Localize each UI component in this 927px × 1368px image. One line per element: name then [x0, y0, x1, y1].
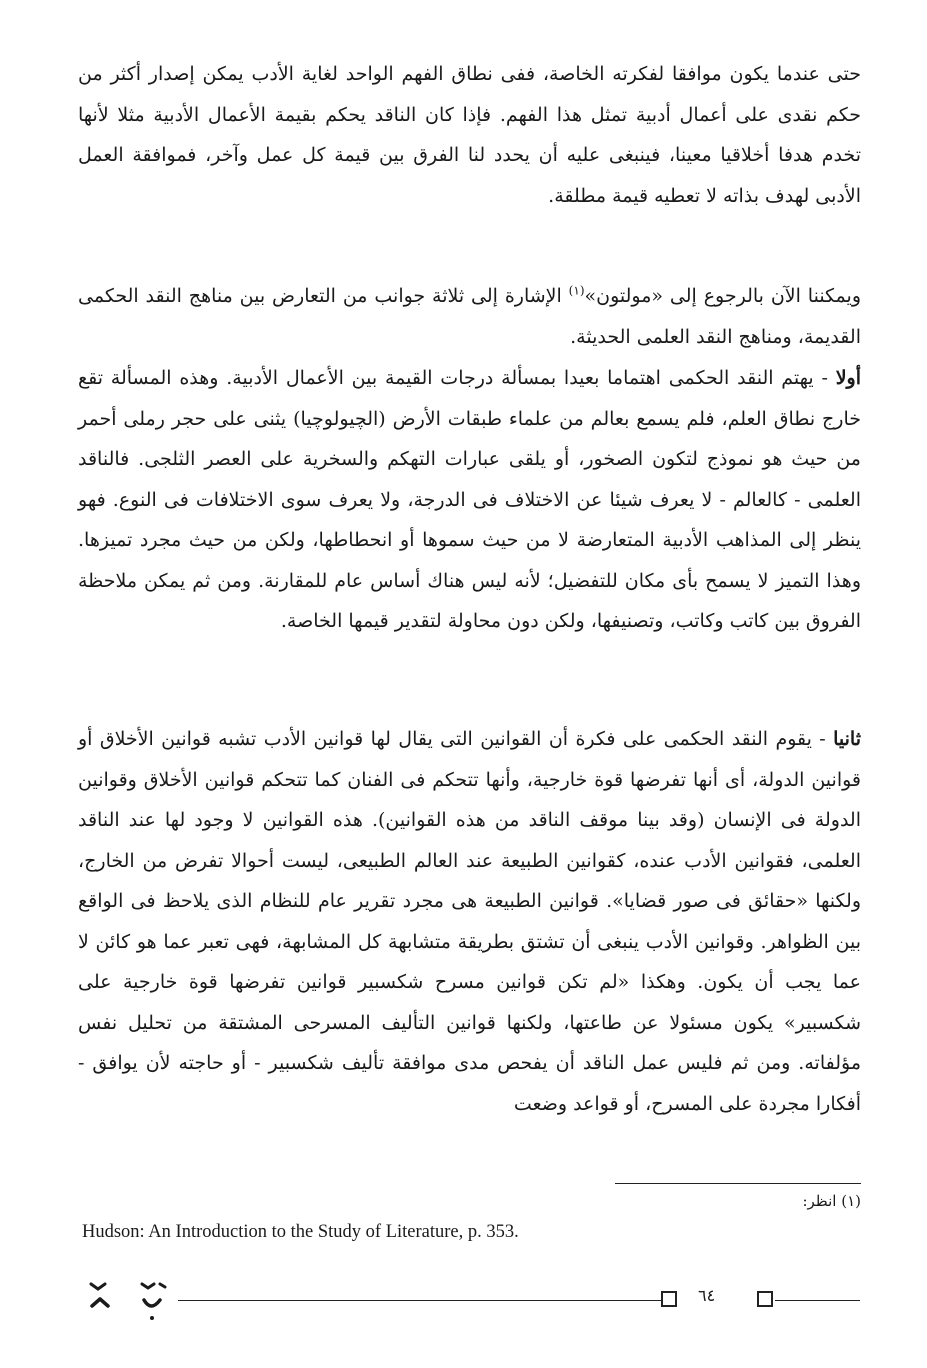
footer-rule-right	[775, 1300, 860, 1301]
paragraph-1	[78, 54, 861, 216]
footer-box-left	[661, 1291, 677, 1307]
footer-rule-left	[178, 1300, 661, 1301]
paragraph-4-lead: ثانيا	[833, 728, 861, 750]
paragraph-2	[78, 276, 861, 357]
footnote-reference: Hudson: An Introduction to the Study of Literature, p. 353.	[82, 1222, 519, 1242]
paragraph-2-before: ويمكننا الآن بالرجوع إلى «مولتون»	[584, 285, 861, 307]
ornament-icon	[88, 1278, 168, 1328]
footer-box-right	[757, 1291, 773, 1307]
paragraph-1-text: حتى عندما يكون موافقا لفكرته الخاصة، ففى نطاق الفهم الواحد لغاية الأدب يمكن إصدار أكثر من حكم نقدى على أعمال أدبية تمثل هذا الفهم. فإذا كان الناقد يحكم بقيمة الأعمال الأدبية مثلا لأنها تخدم هدفا أخلاقيا معينا، فينبغى عليه أن يحدد لنا الفرق بين قيمة كل عمل وآخر، فموافقة العمل الأدبى لهدف بذاته لا تعطيه قيمة مطلقة.	[78, 63, 861, 207]
paragraph-2-after: الإشارة إلى ثلاثة جوانب من التعارض بين مناهج النقد الحكمى القديمة، ومناهج النقد العلمى الحديثة.	[78, 285, 861, 348]
footnote-marker: (١) انظر:	[802, 1192, 861, 1210]
footnote-reference-mark[interactable]: (١)	[568, 283, 585, 298]
paragraph-3-lead: أولا	[835, 367, 861, 389]
page-number: ٦٤	[698, 1286, 716, 1305]
paragraph-4	[78, 719, 861, 1124]
paragraph-4-text: - يقوم النقد الحكمى على فكرة أن القوانين التى يقال لها قوانين الأدب تشبه قوانين الأخلاق أو قوانين الدولة، أى أنها تفرضها قوة خارجية، وأنها تتحكم فى الفنان كما تتحكم قوانين الأخلاق وقوانين الدولة فى الإنسان (وقد بينا موقف الناقد من هذه القوانين). هذه القوانين لا وجود لها عند الناقد العلمى، فقوانين الأدب عنده، كقوانين الطبيعة عند العالم الطبيعى، ليست أحوالا تفرض من الخارج، ولكنها «حقائق فى صور قضايا». قوانين الطبيعة هى مجرد تقرير عام للنظام الذى يلاحظ فى الواقع بين الظواهر. وقوانين الأدب ينبغى أن تشتق بطريقة متشابهة كل المشابهة، فهى تعبر عما هو كائن لا عما يجب أن يكون. وهكذا «لم تكن قوانين مسرح شكسبير قوانين تفرضها قوة خارجية على شكسبير» يكون مسئولا عن طاعتها، ولكنها قوانين التأليف المسرحى المشتقة من تحليل نفس مؤلفاته. ومن ثم فليس عمل الناقد أن يفحص مدى موافقة تأليف شكسبير - أو حاجته لأن يوافق - أفكارا مجردة على المسرح، أو قواعد وضعت	[78, 728, 861, 1115]
paragraph-3	[78, 358, 861, 642]
footnote-divider	[615, 1183, 861, 1184]
paragraph-3-text: - يهتم النقد الحكمى اهتماما بعيدا بمسألة درجات القيمة بين الأعمال الأدبية. وهذه المسألة تقع خارج نطاق العلم، فلم يسمع بعالم من علماء طبقات الأرض (الچيولوچيا) يثنى على حجر رملى أحمر من حيث هو نموذج لتكون الصخور، أو يلقى عبارات التهكم والسخرية على العصر الثلجى. فالناقد العلمى - كالعالم - لا يعرف شيئا عن الاختلاف فى الدرجة، ولا يعرف سوى الاختلافات فى النوع. فهو ينظر إلى المذاهب الأدبية المتعارضة لا من حيث سموها أو انحطاطها، ولكن من حيث مجرد تميزها. وهذا التميز لا يسمح بأى مكان للتفضيل؛ لأنه ليس هناك أساس عام للمقارنة. ومن ثم يمكن ملاحظة الفروق بين كاتب وكاتب، وتصنيفها، ولكن دون محاولة لتقدير قيمها الخاصة.	[78, 367, 861, 632]
